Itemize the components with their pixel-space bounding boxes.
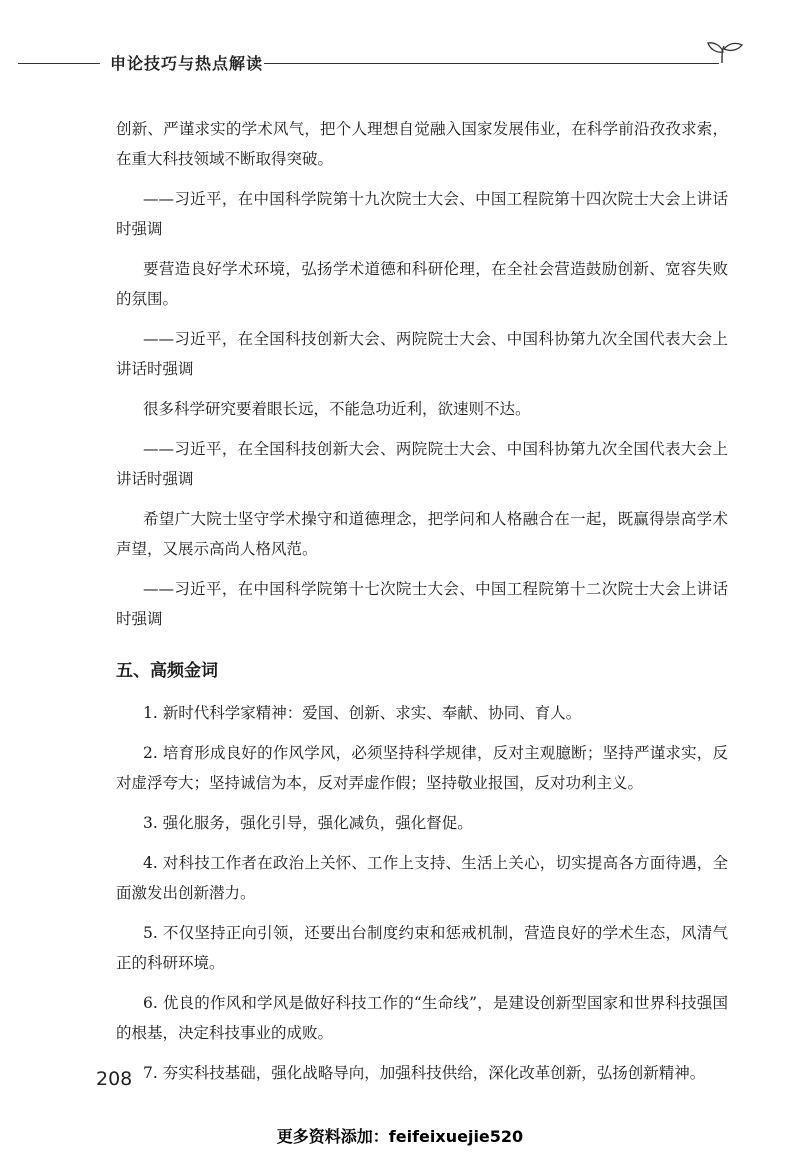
header-rule-left bbox=[18, 63, 100, 64]
keyword-item-3: 3. 强化服务，强化引导，强化减负，强化督促。 bbox=[143, 814, 473, 832]
keyword-item-1: 1. 新时代科学家精神：爱国、创新、求实、奉献、协同、育人。 bbox=[143, 704, 582, 722]
sprout-icon bbox=[704, 38, 748, 78]
quote-4-text: 希望广大院士坚守学术操守和道德理念，把学问和人格融合在一起，既赢得崇高学术声望，又展示高尚人格风范。 bbox=[116, 510, 728, 558]
quote-3-text: 很多科学研究要着眼长远，不能急功近利，欲速则不达。 bbox=[143, 400, 531, 418]
keyword-item-7: 7. 夯实科技基础，强化战略导向，加强科技供给，深化改革创新，弘扬创新精神。 bbox=[143, 1064, 706, 1082]
section-heading: 五、高频金词 bbox=[116, 661, 218, 681]
quote-4-source: ——习近平，在中国科学院第十七次院士大会、中国工程院第十二次院士大会上讲话时强调 bbox=[116, 580, 728, 628]
keyword-item-6: 6. 优良的作风和学风是做好科技工作的“生命线”，是建设创新型国家和世界科技强国的根基，决定科技事业的成败。 bbox=[116, 994, 728, 1042]
main-content bbox=[116, 114, 728, 1098]
footer-note: 更多资料添加：feifeixuejie520 bbox=[276, 1127, 524, 1146]
page-number: 208 bbox=[96, 1068, 133, 1090]
quote-3-source: ——习近平，在全国科技创新大会、两院院士大会、中国科协第九次全国代表大会上讲话时强调 bbox=[116, 440, 728, 488]
quote-2-source: ——习近平，在全国科技创新大会、两院院士大会、中国科协第九次全国代表大会上讲话时强调 bbox=[116, 330, 728, 378]
quote-1-source: ——习近平，在中国科学院第十九次院士大会、中国工程院第十四次院士大会上讲话时强调 bbox=[116, 190, 728, 238]
quote-2-text: 要营造良好学术环境，弘扬学术道德和科研伦理，在全社会营造鼓励创新、宽容失败的氛围。 bbox=[116, 260, 728, 308]
quote-1-text: 创新、严谨求实的学术风气，把个人理想自觉融入国家发展伟业，在科学前沿孜孜求索，在重大科技领域不断取得突破。 bbox=[116, 120, 728, 168]
header-rule-right bbox=[264, 63, 719, 64]
keyword-item-4: 4. 对科技工作者在政治上关怀、工作上支持、生活上关心，切实提高各方面待遇，全面激发出创新潜力。 bbox=[116, 854, 728, 902]
running-header bbox=[18, 48, 763, 78]
keyword-item-2: 2. 培育形成良好的作风学风，必须坚持科学规律，反对主观臆断；坚持严谨求实，反对虚浮夸大；坚持诚信为本，反对弄虚作假；坚持敬业报国，反对功利主义。 bbox=[116, 744, 728, 792]
keyword-item-5: 5. 不仅坚持正向引领，还要出台制度约束和惩戒机制，营造良好的学术生态，风清气正的科研环境。 bbox=[116, 924, 728, 972]
header-title: 申论技巧与热点解读 bbox=[110, 54, 264, 73]
